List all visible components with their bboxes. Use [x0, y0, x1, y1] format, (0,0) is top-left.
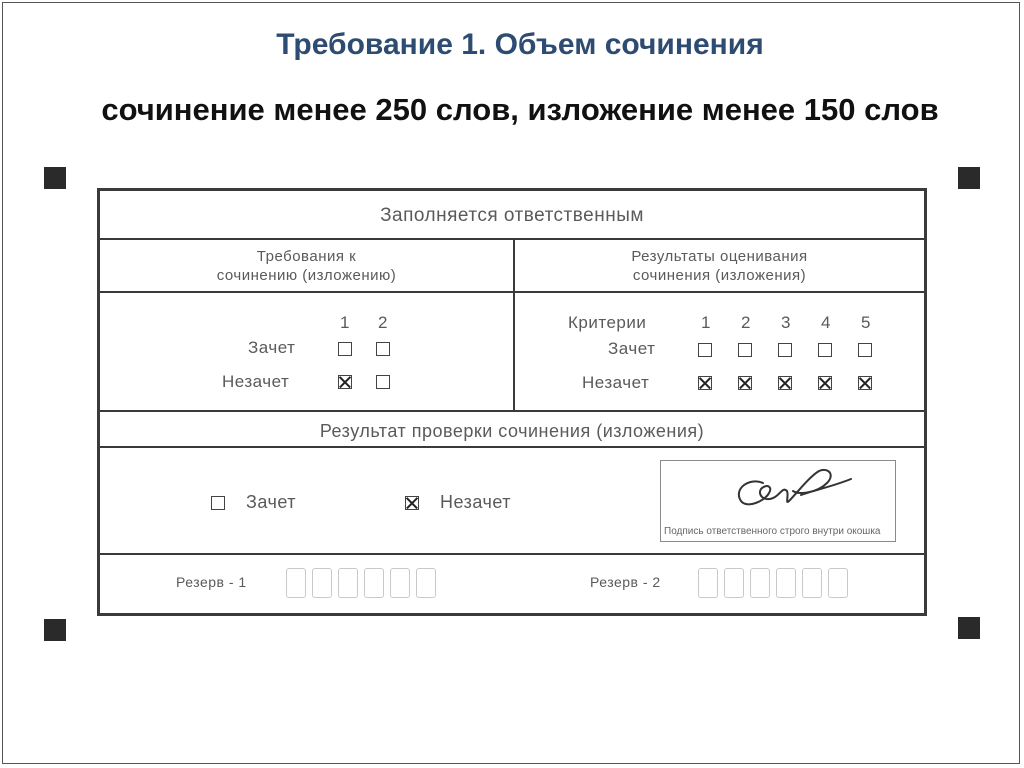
- left-row-label-fail: Незачет: [222, 372, 290, 391]
- reserve2-cell[interactable]: [750, 568, 770, 598]
- left-column-number: 2: [378, 313, 388, 332]
- right-section-heading-line1: Результаты оценивания: [631, 248, 808, 265]
- criteria-pass-checkbox-3[interactable]: [778, 343, 792, 357]
- reserve1-cell[interactable]: [416, 568, 436, 598]
- reserve1-cell[interactable]: [338, 568, 358, 598]
- form-divider: [100, 553, 924, 555]
- result-pass-label: Зачет: [246, 492, 297, 512]
- criteria-fail-checkbox-1[interactable]: [698, 376, 712, 390]
- reserve2-cell[interactable]: [828, 568, 848, 598]
- form-divider: [100, 238, 924, 240]
- form-header: Заполняется ответственным: [380, 205, 644, 226]
- registration-marker: [958, 167, 980, 189]
- reserve1-cell[interactable]: [390, 568, 410, 598]
- left-column-number: 1: [340, 313, 350, 332]
- criteria-number: 3: [781, 313, 791, 332]
- left-fail-checkbox-1[interactable]: [338, 375, 352, 389]
- criteria-number: 4: [821, 313, 831, 332]
- left-pass-checkbox-1[interactable]: [338, 342, 352, 356]
- registration-marker: [958, 617, 980, 639]
- right-section-heading-line2: сочинения (изложения): [632, 267, 807, 284]
- assessment-form: [97, 188, 927, 616]
- form-divider: [100, 446, 924, 448]
- registration-marker: [44, 167, 66, 189]
- criteria-pass-checkbox-2[interactable]: [738, 343, 752, 357]
- criteria-pass-checkbox-1[interactable]: [698, 343, 712, 357]
- reserve2-cell[interactable]: [724, 568, 744, 598]
- slide-title: Требование 1. Объем сочинения: [276, 28, 764, 61]
- criteria-number: 1: [701, 313, 711, 332]
- result-fail-checkbox[interactable]: [405, 496, 419, 510]
- criteria-fail-checkbox-5[interactable]: [858, 376, 872, 390]
- form-divider: [100, 410, 924, 412]
- reserve1-label: Резерв - 1: [176, 574, 247, 590]
- criteria-number: 2: [741, 313, 751, 332]
- reserve2-cell[interactable]: [802, 568, 822, 598]
- reserve2-label: Резерв - 2: [590, 574, 661, 590]
- criteria-pass-checkbox-5[interactable]: [858, 343, 872, 357]
- reserve2-cell[interactable]: [698, 568, 718, 598]
- left-row-label-pass: Зачет: [248, 338, 296, 357]
- right-row-label-fail: Незачет: [582, 373, 650, 392]
- left-pass-checkbox-2[interactable]: [376, 342, 390, 356]
- left-fail-checkbox-2[interactable]: [376, 375, 390, 389]
- left-section-heading-line1: Требования к: [256, 248, 357, 265]
- criteria-fail-checkbox-2[interactable]: [738, 376, 752, 390]
- reserve1-cell[interactable]: [364, 568, 384, 598]
- result-heading: Результат проверки сочинения (изложения): [319, 421, 705, 441]
- result-fail-label: Незачет: [440, 492, 512, 512]
- reserve1-cell[interactable]: [312, 568, 332, 598]
- signature-caption: Подпись ответственного строго внутри окошка: [664, 526, 881, 537]
- slide-subtitle: сочинение менее 250 слов, изложение менее 150 слов: [101, 92, 939, 127]
- signature-box[interactable]: [660, 460, 896, 542]
- criteria-pass-checkbox-4[interactable]: [818, 343, 832, 357]
- reserve2-cell[interactable]: [776, 568, 796, 598]
- result-pass-checkbox[interactable]: [211, 496, 225, 510]
- signature-image: [661, 461, 895, 521]
- criteria-fail-checkbox-3[interactable]: [778, 376, 792, 390]
- reserve1-cell[interactable]: [286, 568, 306, 598]
- form-divider: [100, 291, 924, 293]
- criteria-number: 5: [861, 313, 871, 332]
- registration-marker: [44, 619, 66, 641]
- left-section-heading-line2: сочинению (изложению): [216, 267, 397, 284]
- criteria-label: Критерии: [568, 313, 647, 332]
- right-row-label-pass: Зачет: [608, 339, 656, 358]
- criteria-fail-checkbox-4[interactable]: [818, 376, 832, 390]
